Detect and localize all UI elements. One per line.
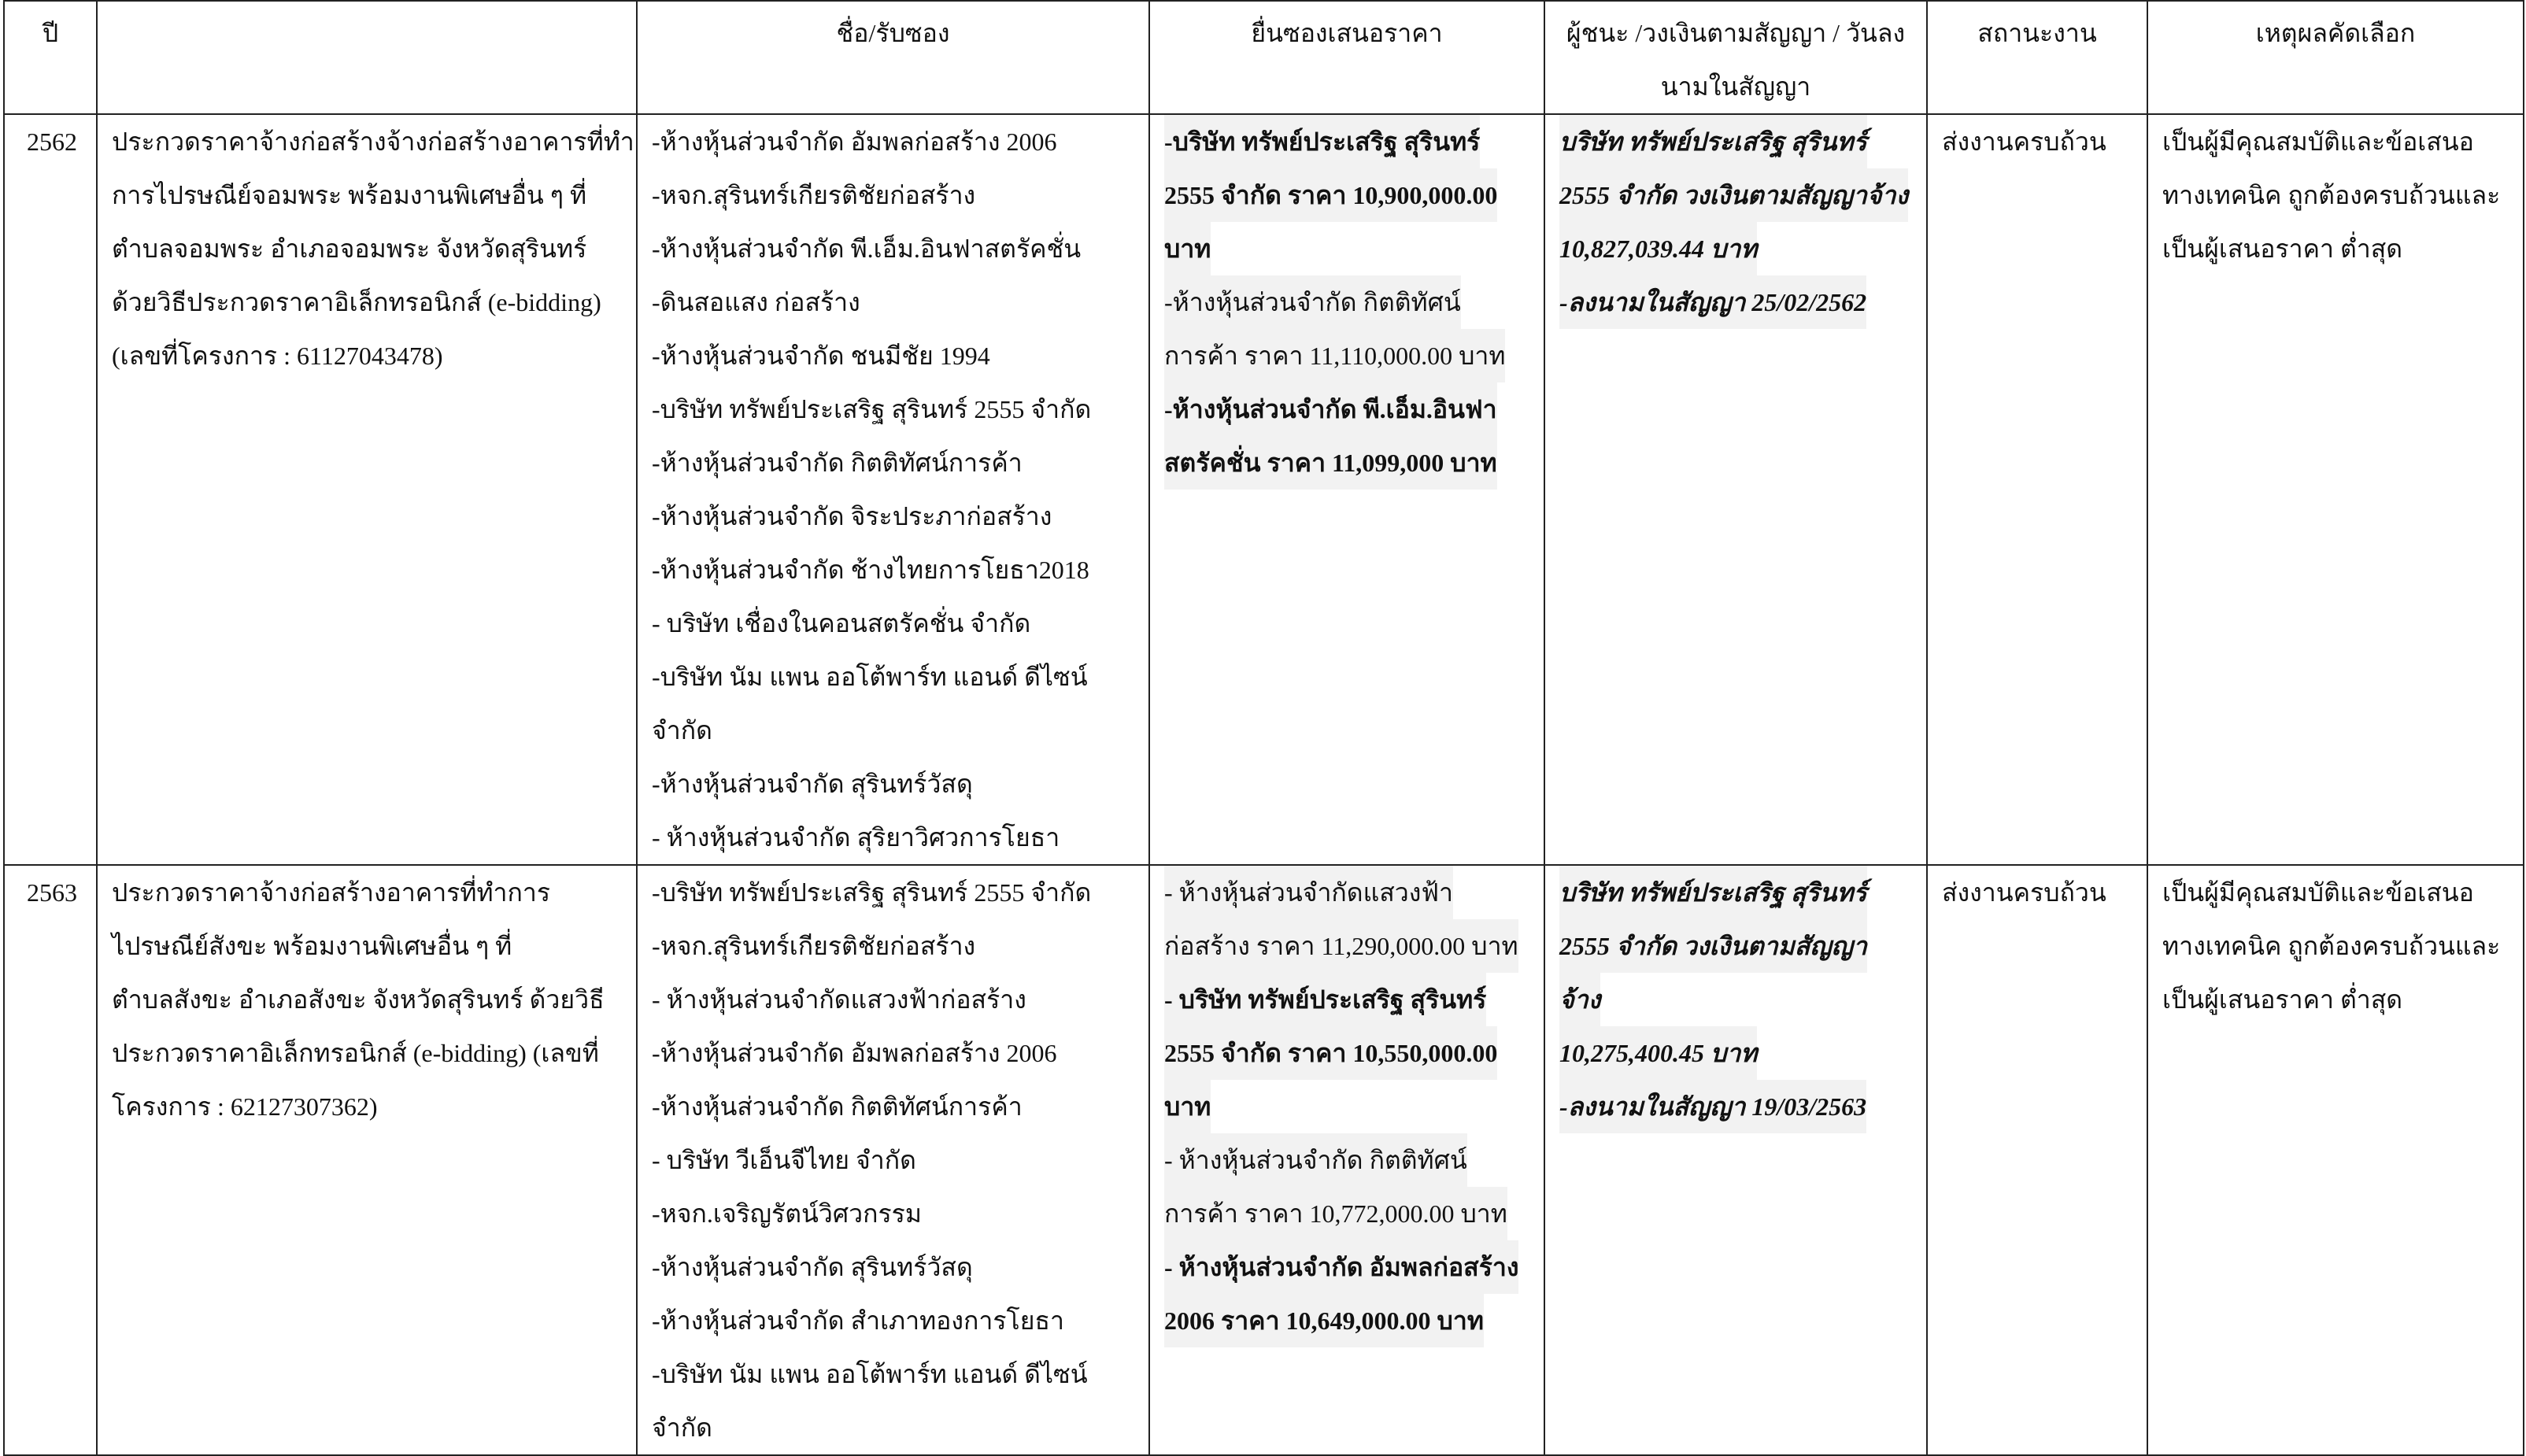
- receiver-line: -หจก.สุรินทร์เกียรติชัยก่อสร้าง: [652, 181, 976, 209]
- winner-text: -ลงนามในสัญญา 19/03/2563: [1559, 1080, 1866, 1133]
- project-line: โครงการ : 62127307362): [112, 1092, 378, 1121]
- procurement-table: [3, 0, 2524, 1456]
- winner-text: บริษัท ทรัพย์ประเสริฐ สุรินทร์: [1559, 866, 1867, 919]
- winner-line: [1559, 1026, 1915, 1080]
- reason-line: เป็นผู้เสนอราคา ต่ำสุด: [2162, 985, 2403, 1014]
- winner-cell: [1544, 865, 1927, 1455]
- project-line: ประกวดราคาจ้างก่อสร้างจ้างก่อสร้างอาคารที่ทำ: [112, 127, 634, 156]
- header-winner: ผู้ชนะ /วงเงินตามสัญญา / วันลงนามในสัญญา: [1544, 1, 1927, 114]
- row-year: 2563: [4, 865, 97, 1455]
- reason-line: เป็นผู้เสนอราคา ต่ำสุด: [2162, 235, 2403, 263]
- project-line: ตำบลจอมพระ อำเภอจอมพระ จังหวัดสุรินทร์: [112, 235, 587, 263]
- receiver-line: -บริษัท ทรัพย์ประเสริฐ สุรินทร์ 2555 จำกัด: [652, 395, 1092, 423]
- bid-line: [1164, 1187, 1533, 1240]
- winner-line: [1559, 222, 1915, 275]
- winner-line: [1559, 168, 1915, 222]
- reason-cell: [2147, 865, 2524, 1455]
- project-cell: [97, 114, 637, 865]
- bid-text: 2555 จำกัด ราคา 10,550,000.00: [1164, 1026, 1497, 1080]
- bid-line: [1164, 1133, 1533, 1187]
- bid-line: [1164, 275, 1533, 329]
- header-row: [4, 1, 2524, 114]
- winner-text: 2555 จำกัด วงเงินตามสัญญาจ้าง: [1559, 168, 1908, 222]
- reason-line: ทางเทคนิค ถูกต้องครบถ้วนและ: [2162, 932, 2501, 960]
- table-row: [4, 865, 2524, 1455]
- winner-text: 2555 จำกัด วงเงินตามสัญญา: [1559, 919, 1867, 973]
- bid-text: การค้า ราคา 10,772,000.00 บาท: [1164, 1187, 1507, 1240]
- bid-text: บาท: [1164, 222, 1211, 275]
- winner-text: 10,275,400.45 บาท: [1559, 1026, 1757, 1080]
- receiver-line: -ห้างหุ้นส่วนจำกัด อัมพลก่อสร้าง 2006: [652, 127, 1057, 156]
- bid-line: [1164, 1026, 1533, 1080]
- receiver-line: -ดินสอแสง ก่อสร้าง: [652, 288, 860, 316]
- receiver-line: -หจก.เจริญรัตน์วิศวกรรม: [652, 1199, 922, 1228]
- status-cell: ส่งงานครบถ้วน: [1927, 114, 2147, 865]
- bid-text: - ห้างหุ้นส่วนจำกัด อัมพลก่อสร้าง: [1164, 1240, 1518, 1294]
- receiver-line: - บริษัท วีเอ็นจีไทย จำกัด: [652, 1146, 916, 1174]
- bid-line: [1164, 115, 1533, 168]
- winner-line: [1559, 919, 1915, 973]
- winner-line: [1559, 866, 1915, 919]
- winner-line: [1559, 973, 1915, 1026]
- receiver-line: -ห้างหุ้นส่วนจำกัด กิตติทัศน์การค้า: [652, 1092, 1023, 1121]
- receiver-line: -ห้างหุ้นส่วนจำกัด สุรินทร์วัสดุ: [652, 770, 973, 798]
- winner-text: -ลงนามในสัญญา 25/02/2562: [1559, 275, 1866, 329]
- header-status: สถานะงาน: [1927, 1, 2147, 114]
- winner-text: 10,827,039.44 บาท: [1559, 222, 1757, 275]
- bids-cell: [1149, 114, 1544, 865]
- header-year: ปี: [4, 1, 97, 114]
- project-cell: [97, 865, 637, 1455]
- status-cell: ส่งงานครบถ้วน: [1927, 865, 2147, 1455]
- bid-line: [1164, 1080, 1533, 1133]
- receiver-line: -ห้างหุ้นส่วนจำกัด ช้างไทยการโยธา2018: [652, 556, 1089, 584]
- header-project: [97, 1, 637, 114]
- receiver-line: -ห้างหุ้นส่วนจำกัด จิระประภาก่อสร้าง: [652, 502, 1052, 530]
- receiver-line: จำกัด: [652, 716, 712, 745]
- bid-line: [1164, 436, 1533, 490]
- bid-line: [1164, 1294, 1533, 1347]
- receiver-line: -ห้างหุ้นส่วนจำกัด สุรินทร์วัสดุ: [652, 1253, 973, 1281]
- bid-text: บาท: [1164, 1080, 1211, 1133]
- receiver-line: -ห้างหุ้นส่วนจำกัด พี.เอ็ม.อินฟาสตรัคชั่น: [652, 235, 1082, 263]
- bid-text: 2006 ราคา 10,649,000.00 บาท: [1164, 1294, 1484, 1347]
- receiver-line: -ห้างหุ้นส่วนจำกัด สำเภาทองการโยธา: [652, 1306, 1064, 1335]
- receiver-line: - ห้างหุ้นส่วนจำกัดแสวงฟ้าก่อสร้าง: [652, 985, 1026, 1014]
- winner-cell: [1544, 114, 1927, 865]
- project-line: การไปรษณีย์จอมพระ พร้อมงานพิเศษอื่น ๆ ที่: [112, 181, 587, 209]
- bid-text: ก่อสร้าง ราคา 11,290,000.00 บาท: [1164, 919, 1518, 973]
- project-line: ตำบลสังขะ อำเภอสังขะ จังหวัดสุรินทร์ ด้วยวิธี: [112, 985, 605, 1014]
- header-reason: เหตุผลคัดเลือก: [2147, 1, 2524, 114]
- receiver-line: จำกัด: [652, 1414, 712, 1442]
- receiver-line: -ห้างหุ้นส่วนจำกัด อัมพลก่อสร้าง 2006: [652, 1039, 1057, 1067]
- winner-line: [1559, 275, 1915, 329]
- receiver-line: - ห้างหุ้นส่วนจำกัด สุริยาวิศวการโยธา: [652, 823, 1060, 852]
- receiver-line: -ห้างหุ้นส่วนจำกัด กิตติทัศน์การค้า: [652, 449, 1023, 477]
- bid-text: -บริษัท ทรัพย์ประเสริฐ สุรินทร์: [1164, 115, 1480, 168]
- bid-line: [1164, 329, 1533, 382]
- bid-line: [1164, 973, 1533, 1026]
- receiver-line: - บริษัท เชื่องในคอนสตรัคชั่น จำกัด: [652, 609, 1031, 637]
- header-bids: ยื่นซองเสนอราคา: [1149, 1, 1544, 114]
- bid-text: - ห้างหุ้นส่วนจำกัด กิตติทัศน์: [1164, 1133, 1467, 1187]
- receiver-line: -บริษัท นัม แพน ออโต้พาร์ท แอนด์ ดีไซน์: [652, 1360, 1088, 1388]
- bid-line: [1164, 382, 1533, 436]
- table-row: [4, 114, 2524, 865]
- project-line: ประกวดราคาจ้างก่อสร้างอาคารที่ทำการ: [112, 878, 551, 907]
- winner-line: [1559, 1080, 1915, 1133]
- winner-line: [1559, 115, 1915, 168]
- project-line: ไปรษณีย์สังขะ พร้อมงานพิเศษอื่น ๆ ที่: [112, 932, 512, 960]
- receiver-line: -บริษัท ทรัพย์ประเสริฐ สุรินทร์ 2555 จำกัด: [652, 878, 1092, 907]
- bid-text: การค้า ราคา 11,110,000.00 บาท: [1164, 329, 1505, 382]
- bid-text: -ห้างหุ้นส่วนจำกัด พี.เอ็ม.อินฟา: [1164, 382, 1497, 436]
- reason-cell: [2147, 114, 2524, 865]
- receivers-cell: [637, 114, 1149, 865]
- bid-text: - บริษัท ทรัพย์ประเสริฐ สุรินทร์: [1164, 973, 1486, 1026]
- winner-text: บริษัท ทรัพย์ประเสริฐ สุรินทร์: [1559, 115, 1867, 168]
- bid-line: [1164, 1240, 1533, 1294]
- reason-line: เป็นผู้มีคุณสมบัติและข้อเสนอ: [2162, 127, 2474, 156]
- row-year: 2562: [4, 114, 97, 865]
- receiver-line: -ห้างหุ้นส่วนจำกัด ชนมีชัย 1994: [652, 342, 990, 370]
- receiver-line: -หจก.สุรินทร์เกียรติชัยก่อสร้าง: [652, 932, 976, 960]
- bid-text: -ห้างหุ้นส่วนจำกัด กิตติทัศน์: [1164, 275, 1461, 329]
- bid-text: - ห้างหุ้นส่วนจำกัดแสวงฟ้า: [1164, 866, 1453, 919]
- bid-line: [1164, 168, 1533, 222]
- bid-line: [1164, 222, 1533, 275]
- bids-cell: [1149, 865, 1544, 1455]
- receivers-cell: [637, 865, 1149, 1455]
- reason-line: เป็นผู้มีคุณสมบัติและข้อเสนอ: [2162, 878, 2474, 907]
- project-line: (เลขที่โครงการ : 61127043478): [112, 342, 443, 370]
- receiver-line: -บริษัท นัม แพน ออโต้พาร์ท แอนด์ ดีไซน์: [652, 663, 1088, 691]
- bid-text: สตรัคชั่น ราคา 11,099,000 บาท: [1164, 436, 1497, 490]
- header-receivers: ชื่อ/รับซอง: [637, 1, 1149, 114]
- project-line: ประกวดราคาอิเล็กทรอนิกส์ (e-bidding) (เลขที่: [112, 1039, 599, 1067]
- bid-line: [1164, 919, 1533, 973]
- winner-text: จ้าง: [1559, 973, 1600, 1026]
- project-line: ด้วยวิธีประกวดราคาอิเล็กทรอนิกส์ (e-bidding): [112, 288, 601, 316]
- bid-line: [1164, 866, 1533, 919]
- bid-text: 2555 จำกัด ราคา 10,900,000.00: [1164, 168, 1497, 222]
- reason-line: ทางเทคนิค ถูกต้องครบถ้วนและ: [2162, 181, 2501, 209]
